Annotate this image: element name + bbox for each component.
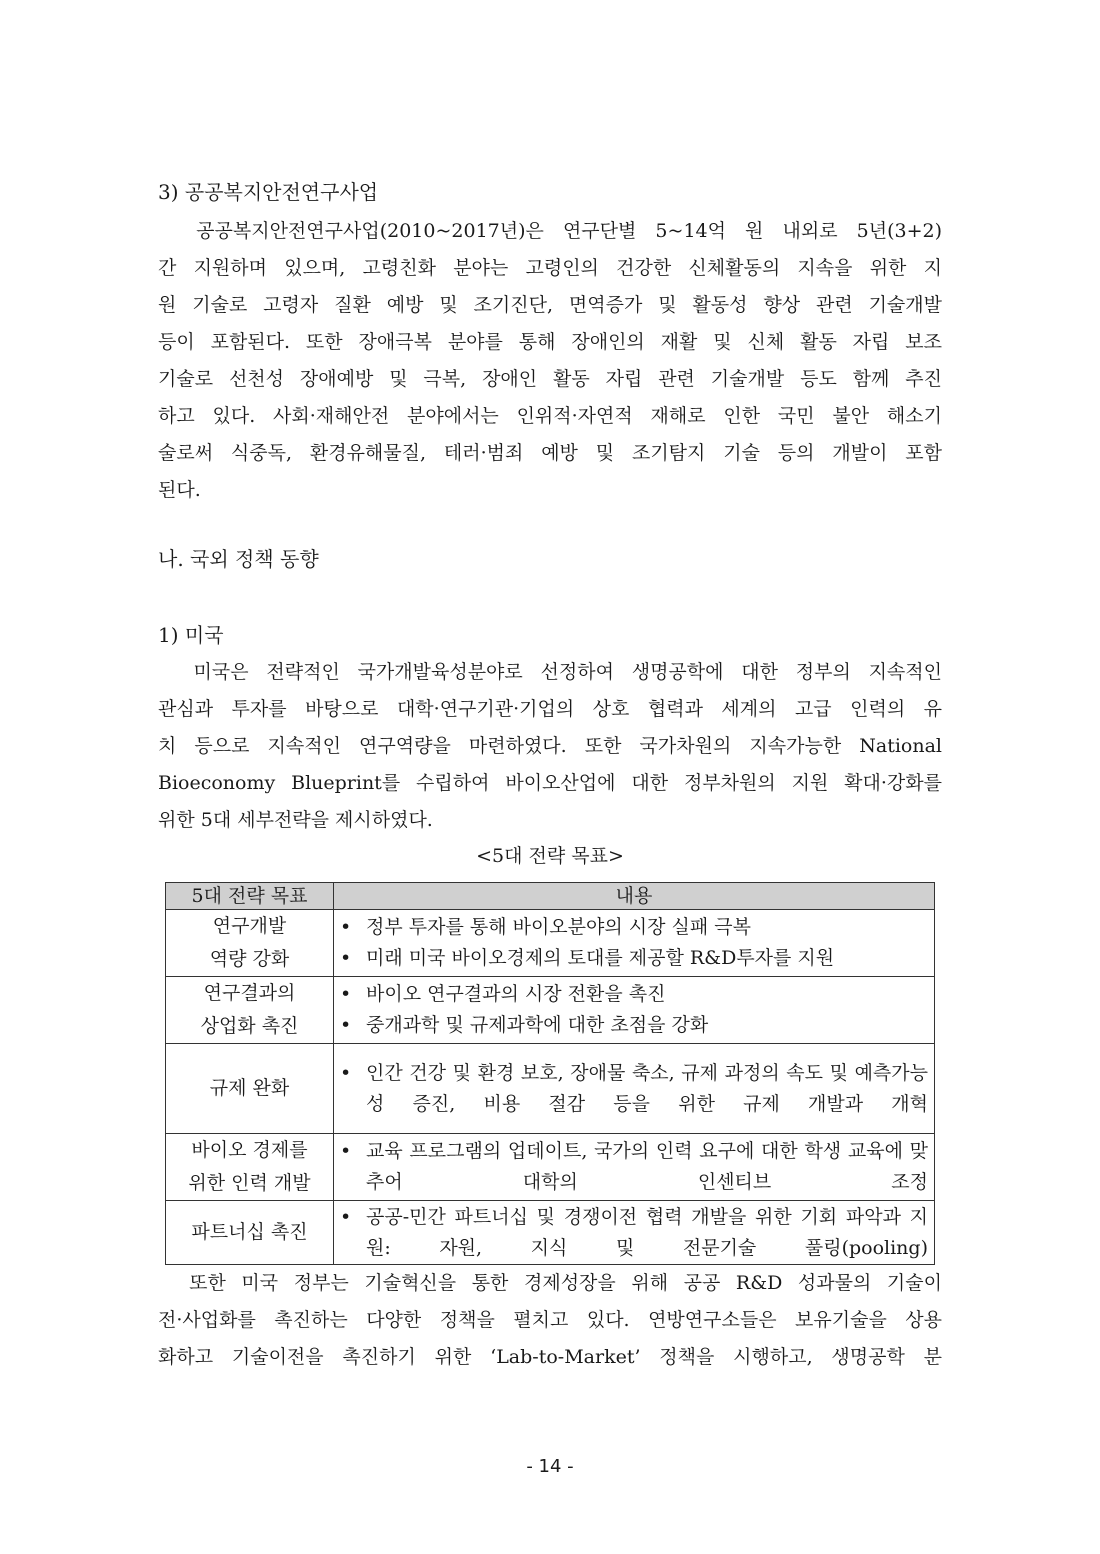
paragraph-line: 원 기술로 고령자 질환 예방 및 조기진단, 면역증가 및 활동성 향상 관련 기술개발 [158,294,942,316]
goal-line: 역량 강화 [209,948,290,970]
table-row [166,1134,935,1201]
table-row [166,1201,935,1265]
paragraph-line: 미국은 전략적인 국가개발육성분야로 선정하여 생명공학에 대한 정부의 지속적인 [158,661,942,683]
list-item: • 바이오 연구결과의 시장 전환을 촉진 [340,979,928,1010]
paragraph-line: 전·사업화를 촉진하는 다양한 정책을 펼치고 있다. 연방연구소들은 보유기술을 상용 [158,1309,942,1331]
content-cell [334,1134,935,1201]
bullet-icon: • [340,1205,352,1228]
paragraph-line: 관심과 투자를 바탕으로 대학·연구기관·기업의 상호 협력과 세계의 고급 인력의 유 [158,698,942,720]
paragraph-line: 치 등으로 지속적인 연구역량을 마련하였다. 또한 국가차원의 지속가능한 National [158,735,942,757]
bullet-icon: • [340,1061,352,1084]
paragraph-line: 화하고 기술이전을 촉진하기 위한 ‘Lab-to-Market’ 정책을 시행하고, 생명공학 분 [158,1346,942,1368]
goal-line: 규제 완화 [209,1077,290,1099]
strategy-table [165,882,935,1265]
content-cell [334,1044,935,1134]
goal-line: 연구결과의 [203,982,296,1004]
paragraph-line: 하고 있다. 사회·재해안전 분야에서는 인위적·자연적 재해로 인한 국민 불안 해소기 [158,405,942,427]
goal-line: 위한 인력 개발 [188,1172,311,1194]
paragraph-line: 술로써 식중독, 환경유해물질, 테러·범죄 예방 및 조기탐지 기술 등의 개발이 포함 [158,442,942,464]
content-cell [334,977,935,1044]
bullet-icon: • [340,1140,352,1162]
goal-line: 파트너십 촉진 [191,1221,308,1243]
table-caption: <5대 전략 목표> [476,845,624,867]
goal-cell [166,1044,334,1134]
paragraph-line: Bioeconomy Blueprint를 수립하여 바이오산업에 대한 정부차원의 지원 확대·강화를 [158,772,942,794]
paragraph-line: 등이 포함된다. 또한 장애극복 분야를 통해 장애인의 재활 및 신체 활동 자립 보조 [158,331,942,353]
bullet-icon: • [340,983,352,1005]
paragraph-line: 공공복지안전연구사업(2010~2017년)은 연구단별 5~14억 원 내외로 5년(3+2) [158,220,942,242]
bullet-icon: • [340,947,352,969]
table-row [166,910,935,977]
content-cell [334,1201,935,1265]
goal-cell [166,1134,334,1201]
paragraph-line: 기술로 선천성 장애예방 및 극복, 장애인 활동 자립 관련 기술개발 등도 함께 추진 [158,368,942,390]
goal-cell [166,1201,334,1265]
section-b-heading: 나. 국외 정책 동향 [158,547,319,571]
list-item: • 미래 미국 바이오경제의 토대를 제공할 R&D투자를 지원 [340,943,928,974]
bullet-icon: • [340,916,352,938]
list-item: • 인간 건강 및 환경 보호, 장애물 축소, 규제 과정의 속도 및 예측가능성 증진, 비용 절감 등을 위한 규제 개발과 개혁 [340,1058,928,1120]
header-content: 내용 [334,883,935,910]
goal-cell [166,910,334,977]
list-item: • 정부 투자를 통해 바이오분야의 시장 실패 극복 [340,912,928,943]
list-item: • 중개과학 및 규제과학에 대한 초점을 강화 [340,1010,928,1041]
page-number: - 14 - [526,1456,574,1477]
content-cell [334,910,935,977]
table-header-row [166,883,935,910]
section-1-heading: 1) 미국 [158,623,224,647]
paragraph-line: 또한 미국 정부는 기술혁신을 통한 경제성장을 위해 공공 R&D 성과물의 기술이 [158,1272,942,1294]
goal-line: 바이오 경제를 [191,1139,308,1161]
list-item: • 공공-민간 파트너십 및 경쟁이전 협력 개발을 위한 기회 파악과 지원: 자원, 지식 및 전문기술 풀링(pooling) [340,1202,928,1264]
paragraph-line: 된다. [158,479,201,501]
list-item: • 교육 프로그램의 업데이트, 국가의 인력 요구에 대한 학생 교육에 맞추어 대학의 인센티브 조정 [340,1136,928,1198]
goal-line: 연구개발 [212,915,287,937]
section-3-heading: 3) 공공복지안전연구사업 [158,180,379,204]
paragraph-line: 위한 5대 세부전략을 제시하였다. [158,809,433,831]
table-row [166,1044,935,1134]
header-goal: 5대 전략 목표 [166,883,334,910]
paragraph-line: 간 지원하며 있으며, 고령친화 분야는 고령인의 건강한 신체활동의 지속을 위한 지 [158,257,942,279]
bullet-icon: • [340,1014,352,1036]
table-row [166,977,935,1044]
goal-line: 상업화 촉진 [200,1015,299,1037]
goal-cell [166,977,334,1044]
